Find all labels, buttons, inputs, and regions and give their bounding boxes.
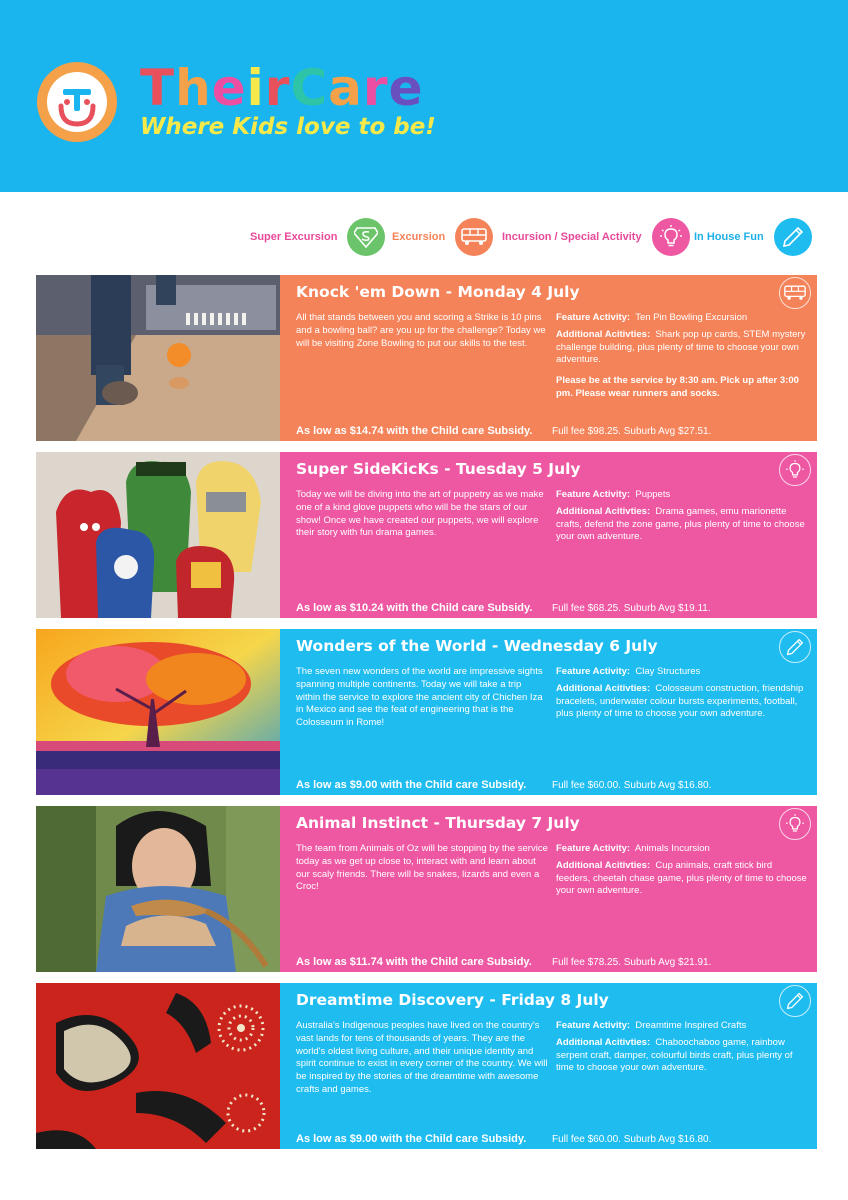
activity-description: Today we will be diving into the art of puppetry as we make one of a kind glove puppets who will be the stars of our show! Once we have created our puppets, we will explore their story with fun drama games.	[296, 489, 544, 539]
feature-activity: Clay Structures	[635, 666, 701, 677]
activity-panel	[280, 983, 817, 1149]
subsidy-price: As low as $9.00 with the Child care Subsidy.	[296, 1133, 527, 1145]
puppets-photo	[36, 452, 280, 618]
pencil-icon	[779, 631, 811, 663]
legend-in-house-fun	[694, 218, 812, 256]
activity-description: All that stands between you and scoring a Strike is 10 pins and a bowling ball? are you up for the challenge? Today we will be visiting Zone Bowling to put our skills to the test.	[296, 312, 546, 349]
pencil-icon	[779, 985, 811, 1017]
lightbulb-icon	[652, 218, 690, 256]
brand-letter: i	[246, 59, 265, 117]
activity-card-monday	[36, 275, 817, 441]
activity-details	[556, 666, 808, 725]
lizard-photo	[36, 806, 280, 972]
bus-icon	[455, 218, 493, 256]
legend-label: In House Fun	[694, 231, 764, 243]
additional-label: Additional Acitivties:	[556, 328, 651, 340]
additional-activities: Colosseum construction, friendship bracelets, underwater colour bursts experiments, football, plus plenty of time to choose your own adventure.	[556, 682, 804, 720]
lightbulb-icon	[779, 808, 811, 840]
activity-description: Australia's Indigenous peoples have lived on the country's vast lands for tens of thousands of years. They are the world's oldest living culture, and their unique identity and spirit continue to exist in every corner of the country. We will be inspired by the stories of the dreamtime with awesome crafts and games.	[296, 1020, 548, 1095]
additional-activities: Drama games, emu marionette crafts, defend the zone game, plus plenty of time to choose your own adventure.	[556, 505, 805, 543]
full-fee: Full fee $60.00. Suburb Avg $16.80.	[552, 780, 712, 791]
feature-label: Feature Activity:	[556, 1020, 631, 1031]
full-fee: Full fee $78.25. Suburb Avg $21.91.	[552, 957, 712, 968]
aboriginal-art-photo	[36, 983, 280, 1149]
brand-letter: h	[175, 59, 212, 117]
feature-label: Feature Activity:	[556, 666, 631, 677]
activity-legend	[0, 218, 848, 258]
theircare-logo-icon	[37, 62, 117, 142]
feature-activity: Animals Incursion	[634, 843, 710, 854]
additional-label: Additional Acitivties:	[556, 682, 651, 694]
brand-letter: a	[328, 59, 363, 117]
legend-label: Excursion	[392, 231, 446, 243]
additional-label: Additional Acitivties:	[556, 505, 651, 517]
legend-label: Incursion / Special Activity	[502, 231, 642, 243]
header-banner	[0, 0, 848, 192]
activity-details	[556, 489, 808, 548]
activity-title: Dreamtime Discovery - Friday 8 July	[296, 991, 609, 1009]
activity-details	[556, 312, 808, 405]
feature-activity: Puppets	[635, 489, 671, 500]
activity-card-wednesday	[36, 629, 817, 795]
subsidy-price: As low as $9.00 with the Child care Subsidy.	[296, 779, 527, 791]
activity-panel	[280, 452, 817, 618]
feature-label: Feature Activity:	[556, 312, 631, 323]
activity-note: Please be at the service by 8:30 am. Pick up after 3:00 pm. Please wear runners and socks.	[556, 375, 799, 399]
brand-letter: r	[362, 59, 389, 117]
activity-card-friday	[36, 983, 817, 1149]
full-fee: Full fee $60.00. Suburb Avg $16.80.	[552, 1134, 712, 1145]
subsidy-price: As low as $14.74 with the Child care Subsidy.	[296, 425, 533, 437]
brand-name	[140, 58, 424, 118]
additional-activities: Shark pop up cards, STEM mystery challenge building, plus plenty of time to choose your own adventure.	[556, 328, 806, 366]
activity-details	[556, 843, 808, 902]
feature-label: Feature Activity:	[556, 489, 631, 500]
legend-incursion	[502, 218, 690, 256]
activity-panel	[280, 629, 817, 795]
brand-letter: e	[388, 59, 424, 117]
activity-description: The team from Animals of Oz will be stopping by the service today as we get up close to, interact with and learn about our scaly friends. There will be snakes, lizards and even a Croc!	[296, 843, 548, 893]
activity-title: Animal Instinct - Thursday 7 July	[296, 814, 580, 832]
superman-shield-icon	[347, 218, 385, 256]
full-fee: Full fee $98.25. Suburb Avg $27.51.	[552, 426, 712, 437]
brand-letter: r	[264, 59, 291, 117]
full-fee: Full fee $68.25. Suburb Avg $19.11.	[552, 603, 711, 614]
tree-painting-photo	[36, 629, 280, 795]
feature-label: Feature Activity:	[556, 843, 631, 854]
activity-details	[556, 1020, 808, 1079]
subsidy-price: As low as $10.24 with the Child care Subsidy.	[296, 602, 533, 614]
activity-card-tuesday	[36, 452, 817, 618]
activity-title: Wonders of the World - Wednesday 6 July	[296, 637, 658, 655]
additional-label: Additional Acitivties:	[556, 1036, 651, 1048]
pencil-icon	[774, 218, 812, 256]
activity-title: Super SideKicKs - Tuesday 5 July	[296, 460, 581, 478]
additional-label: Additional Acitivties:	[556, 859, 651, 871]
feature-activity: Ten Pin Bowling Excursion	[635, 312, 748, 323]
legend-super-excursion	[250, 218, 385, 256]
lightbulb-icon	[779, 454, 811, 486]
activity-description: The seven new wonders of the world are impressive sights spanning multiple continents. Today we will take a trip within the service to explore the ancient city of Chichen Iza in Mexico and see the feat of engineering that is the Colosseum in Rome!	[296, 666, 543, 729]
subsidy-price: As low as $11.74 with the Child care Subsidy.	[296, 956, 532, 968]
additional-activities: Cup animals, craft stick bird feeders, cheetah chase game, plus plenty of time to choose your own adventure.	[556, 859, 807, 897]
activity-title: Knock 'em Down - Monday 4 July	[296, 283, 580, 301]
bowling-photo	[36, 275, 280, 441]
activity-panel	[280, 806, 817, 972]
legend-label: Super Excursion	[250, 231, 338, 243]
brand-letter: e	[211, 59, 247, 117]
brand-tagline: Where Kids love to be!	[140, 114, 436, 140]
bus-icon	[779, 277, 811, 309]
activity-card-thursday	[36, 806, 817, 972]
brand-letter: T	[140, 59, 176, 117]
feature-activity: Dreamtime Inspired Crafts	[635, 1020, 747, 1031]
activity-panel	[280, 275, 817, 441]
additional-activities: Chaboochaboo game, rainbow serpent craft, damper, colourful birds craft, plus plenty of time to choose your own adventure.	[556, 1036, 793, 1074]
legend-excursion	[392, 218, 493, 256]
brand-letter: C	[290, 59, 329, 117]
